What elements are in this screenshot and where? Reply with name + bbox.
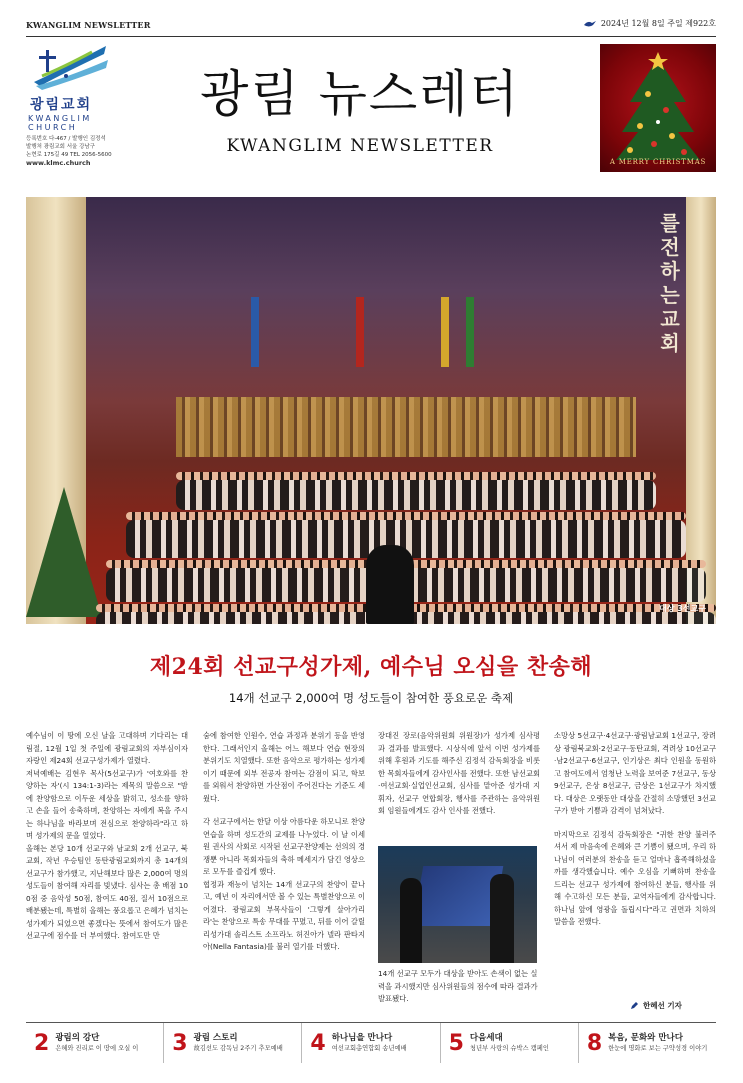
- top-bar: [26, 14, 716, 37]
- col2-paragraph-3: 협정과 재능이 넘치는 14개 선교구의 찬양이 끝나고, 예년 이 자리에서만 볼 수 있는 특별찬양으로 이어졌다. 광림교회 부목사들이 '그렇게 살아가리라'는 찬양으로 특송 무대를 꾸몄고, 뒤를 이어 갈릴리성가대 솔리스트 소프라노 허진아가 넬라 판타지아(Nella Fantasia)를 불러 열기를 더했다.: [203, 879, 365, 951]
- footer-page-number: 3: [172, 1030, 188, 1056]
- byline: [630, 1000, 682, 1011]
- col4-paragraph-1: 소망상 5선교구·4선교구·광림남교회 1선교구, 장려상 광림북교회·2선교구·동탄교회, 격려상 10선교구·남2선교구·6선교구, 인기상은 최다 인원을 동원하고 참여도에서 엄청난 노력을 보여준 7선교구, 동상 9선교구, 은상 8선교구, 금상은 1선교구가 차지했다. 대상은 오랫동안 대상을 간절히 소망했던 3선교구가 받아 기쁨과 감격이 넘쳐났다.: [554, 731, 716, 815]
- dove-icon: [583, 19, 597, 28]
- issue-info: [583, 18, 716, 29]
- logo-name-en-1: KWANGLIM: [28, 114, 92, 123]
- masthead-title-en: KWANGLIM NEWSLETTER: [226, 136, 494, 156]
- person-left: [400, 878, 422, 963]
- footer-page-number: 8: [586, 1030, 603, 1056]
- article-subheadline: 14개 선교구 2,000여 명 성도들이 참여한 풍요로운 축제: [228, 691, 514, 705]
- website-link[interactable]: www.klmc.church: [26, 159, 91, 167]
- choir-photo: [26, 197, 716, 624]
- col2-paragraph-2: 각 선교구에서는 한달 이상 아름다운 하모니로 찬양 연습을 하며 성도간의 교제를 나누었다. 이 날 이세원 권사의 사회로 시작된 선교구찬양제는 선의의 경쟁뿐 아니라 목회자들의 축하 메세지가 담긴 영상으로 모두를 즐겁게 했다.: [203, 817, 365, 876]
- logo-info-line-1: 등록번호 다-467 / 발행인 김정석: [26, 136, 106, 142]
- footer-item-page-8[interactable]: [579, 1023, 716, 1063]
- footer-subtitle: 故김선도 감독님 2주기 추모예배: [193, 1045, 283, 1052]
- pen-icon: [630, 1001, 639, 1010]
- stage-christmas-tree: [26, 487, 102, 617]
- footer-page-number: 4: [310, 1030, 326, 1056]
- article-column-1: [26, 730, 188, 943]
- issue-date: 2024년 12월 8일 주일 제922호: [600, 19, 716, 28]
- footer-title: 다음세대: [469, 1033, 503, 1043]
- choir-heads-row-1: [176, 472, 656, 480]
- inset-photo-caption: 14개 선교구 모두가 대상을 받아도 손색이 없는 실력을 과시했지만 심사위원들의 점수에 따라 결과가 발표됐다.: [378, 969, 538, 1003]
- byline-reporter: 한혜선 기자: [643, 1001, 682, 1010]
- footer-title: 복음, 문화와 만나다: [608, 1033, 683, 1043]
- footer-subtitle: 청년부 사랑의 슈박스 캠페인: [469, 1045, 549, 1052]
- article-column-2: [203, 730, 365, 954]
- col4-paragraph-2: 마지막으로 김정석 감독회장은 "귀한 찬양 불러주셔서 제 마음속에 은혜와 큰 기쁨이 됐으며, 우리 하나님이 여러분의 찬송을 듣고 얼마나 흡족해하셨을까를 생각했습니다. 예수 오심을 기뻐하며 찬송을 드리는 선교구 성가제에 참여하신 분들, 행사를 위해 수고하신 모든 분들, 교역자들에게 감사합니다. 하나님 앞에 영광을 돌립시다"라고 권면과 치하의 말씀을 전했다.: [554, 829, 716, 926]
- logo-name-ko: 광림교회: [30, 97, 93, 113]
- christmas-tree-image: [600, 44, 716, 172]
- col1-paragraph-2: 저녁예배는 김현우 목사(5선교구)가 '여호와를 찬양하는 자'(시 134:1-3)라는 제목의 말씀으로 "밤에 찬양함으로 이두운 세상을 밝히고, 성소를 향하고 손을 들어 송축하며, 찬양하는 자에게 복을 주시는 하나님을 바라보며 전심으로 찬양하라"라고 하며 성가제의 문을 열었다.: [26, 768, 188, 840]
- col2-paragraph-1: 숨에 참여한 인원수, 연습 과정과 분위기 등을 반영한다. 그래서인지 올해는 어느 해보다 연습 현장의 분위기도 치열했다. 또한 음악으로 평가하는 성가제이기 때문에 외부 전공자 참여는 감점이 되고, 학보를 외워서 찬양하면 가산점이 주어진다는 기준도 세웠다.: [203, 731, 365, 803]
- person-right: [490, 874, 514, 963]
- choir-heads-row-2: [126, 512, 686, 520]
- footer-subtitle: 여선교회총연합회 송년예배: [331, 1045, 407, 1052]
- footer-item-page-4[interactable]: [302, 1023, 440, 1063]
- logo-info-line-3: 논현로 175길 49 TEL 2056-5600: [26, 152, 112, 158]
- logo-info-line-2: 발행처 광림교회 서울 강남구: [26, 144, 96, 150]
- col1-paragraph-3: 올해는 본당 10개 선교구와 남교회 2개 선교구, 북교회, 작년 우승팀인 동탄광림교회까지 총 14개의 선교구가 참가했고, 지난해보다 많은 2,000여 명의 성도들이 참여해 자리를 빛냈다. 심사는 총 배점 100점 중 음악성 50점, 참여도 40점, 질서 10점으로 배분됐는데, 특별히 올해는 풍요롭고 은혜가 넘치는 성가제가 되었으면 좋겠다는 뜻에서 참여도가 많은 선교구에 점수를 더 부여했다. 참여도만 만: [26, 843, 188, 940]
- church-logo-block: [26, 42, 116, 168]
- church-logo-icon: [26, 42, 110, 90]
- flag-blue: [251, 297, 259, 367]
- flag-green: [466, 297, 474, 367]
- footer-title: 광림 스토리: [193, 1033, 238, 1043]
- col1-paragraph-1: 예수님이 이 땅에 오신 날을 고대하며 기다리는 대림절, 12월 1일 첫 주일에 광림교회의 자부심이자 자랑인 제24회 선교구성가제가 열렸다.: [26, 731, 188, 765]
- col3-paragraph-1: 장대진 장로(음악위원회 위원장)가 성가제 심사평과 결과를 발표했다. 시상식에 앞서 이번 성가제를 위해 후원과 기도를 해주신 김정석 감독회장을 비롯한 목회자들에게 감사인사를 전했다. 또한 남선교회·여선교회·실업인선교회, 심사를 맡아준 성가대 지휘자, 선교구 연합회장, 행사를 주관하는 음악위원회 임원들에게도 감사 인사를 전했다.: [378, 731, 540, 815]
- christmas-tree-icon: [600, 44, 716, 172]
- footer-title: 광림의 강단: [55, 1033, 100, 1043]
- pipe-organ: [176, 397, 636, 457]
- photo-caption: 대상 3선교구: [659, 604, 706, 613]
- footer-page-number: 2: [34, 1030, 50, 1056]
- brand-top-text: KWANGLIM NEWSLETTER: [26, 20, 151, 30]
- flag-gold: [441, 297, 449, 367]
- article-headline: 제24회 선교구성가제, 예수님 오심을 찬송해: [149, 654, 593, 680]
- footer-item-page-2[interactable]: [26, 1023, 164, 1063]
- footer-toc: [26, 1022, 716, 1063]
- footer-subtitle: 은혜와 진리로 이 땅에 오실 이: [55, 1045, 139, 1052]
- footer-item-page-3[interactable]: [164, 1023, 302, 1063]
- footer-title: 하나님을 만나다: [331, 1033, 393, 1043]
- flag-red: [356, 297, 364, 367]
- banner-vertical-text: 를 전하는 교회: [660, 211, 680, 355]
- footer-page-number: 5: [448, 1030, 464, 1056]
- article-column-4: [554, 730, 716, 929]
- merry-christmas-text: A MERRY CHRISTMAS: [609, 158, 707, 166]
- award-ceremony-photo: [378, 846, 537, 963]
- conductor: [366, 545, 414, 624]
- footer-item-page-5[interactable]: [441, 1023, 579, 1063]
- footer-subtitle: 한눈에 명화로 보는 구약성경 이야기: [608, 1045, 708, 1052]
- logo-name-en-2: CHURCH: [28, 123, 78, 132]
- article-column-3: [378, 730, 540, 818]
- choir-row-1: [176, 480, 656, 510]
- logo-info: [26, 135, 116, 168]
- masthead-title-ko: 광림 뉴스레터: [200, 65, 520, 123]
